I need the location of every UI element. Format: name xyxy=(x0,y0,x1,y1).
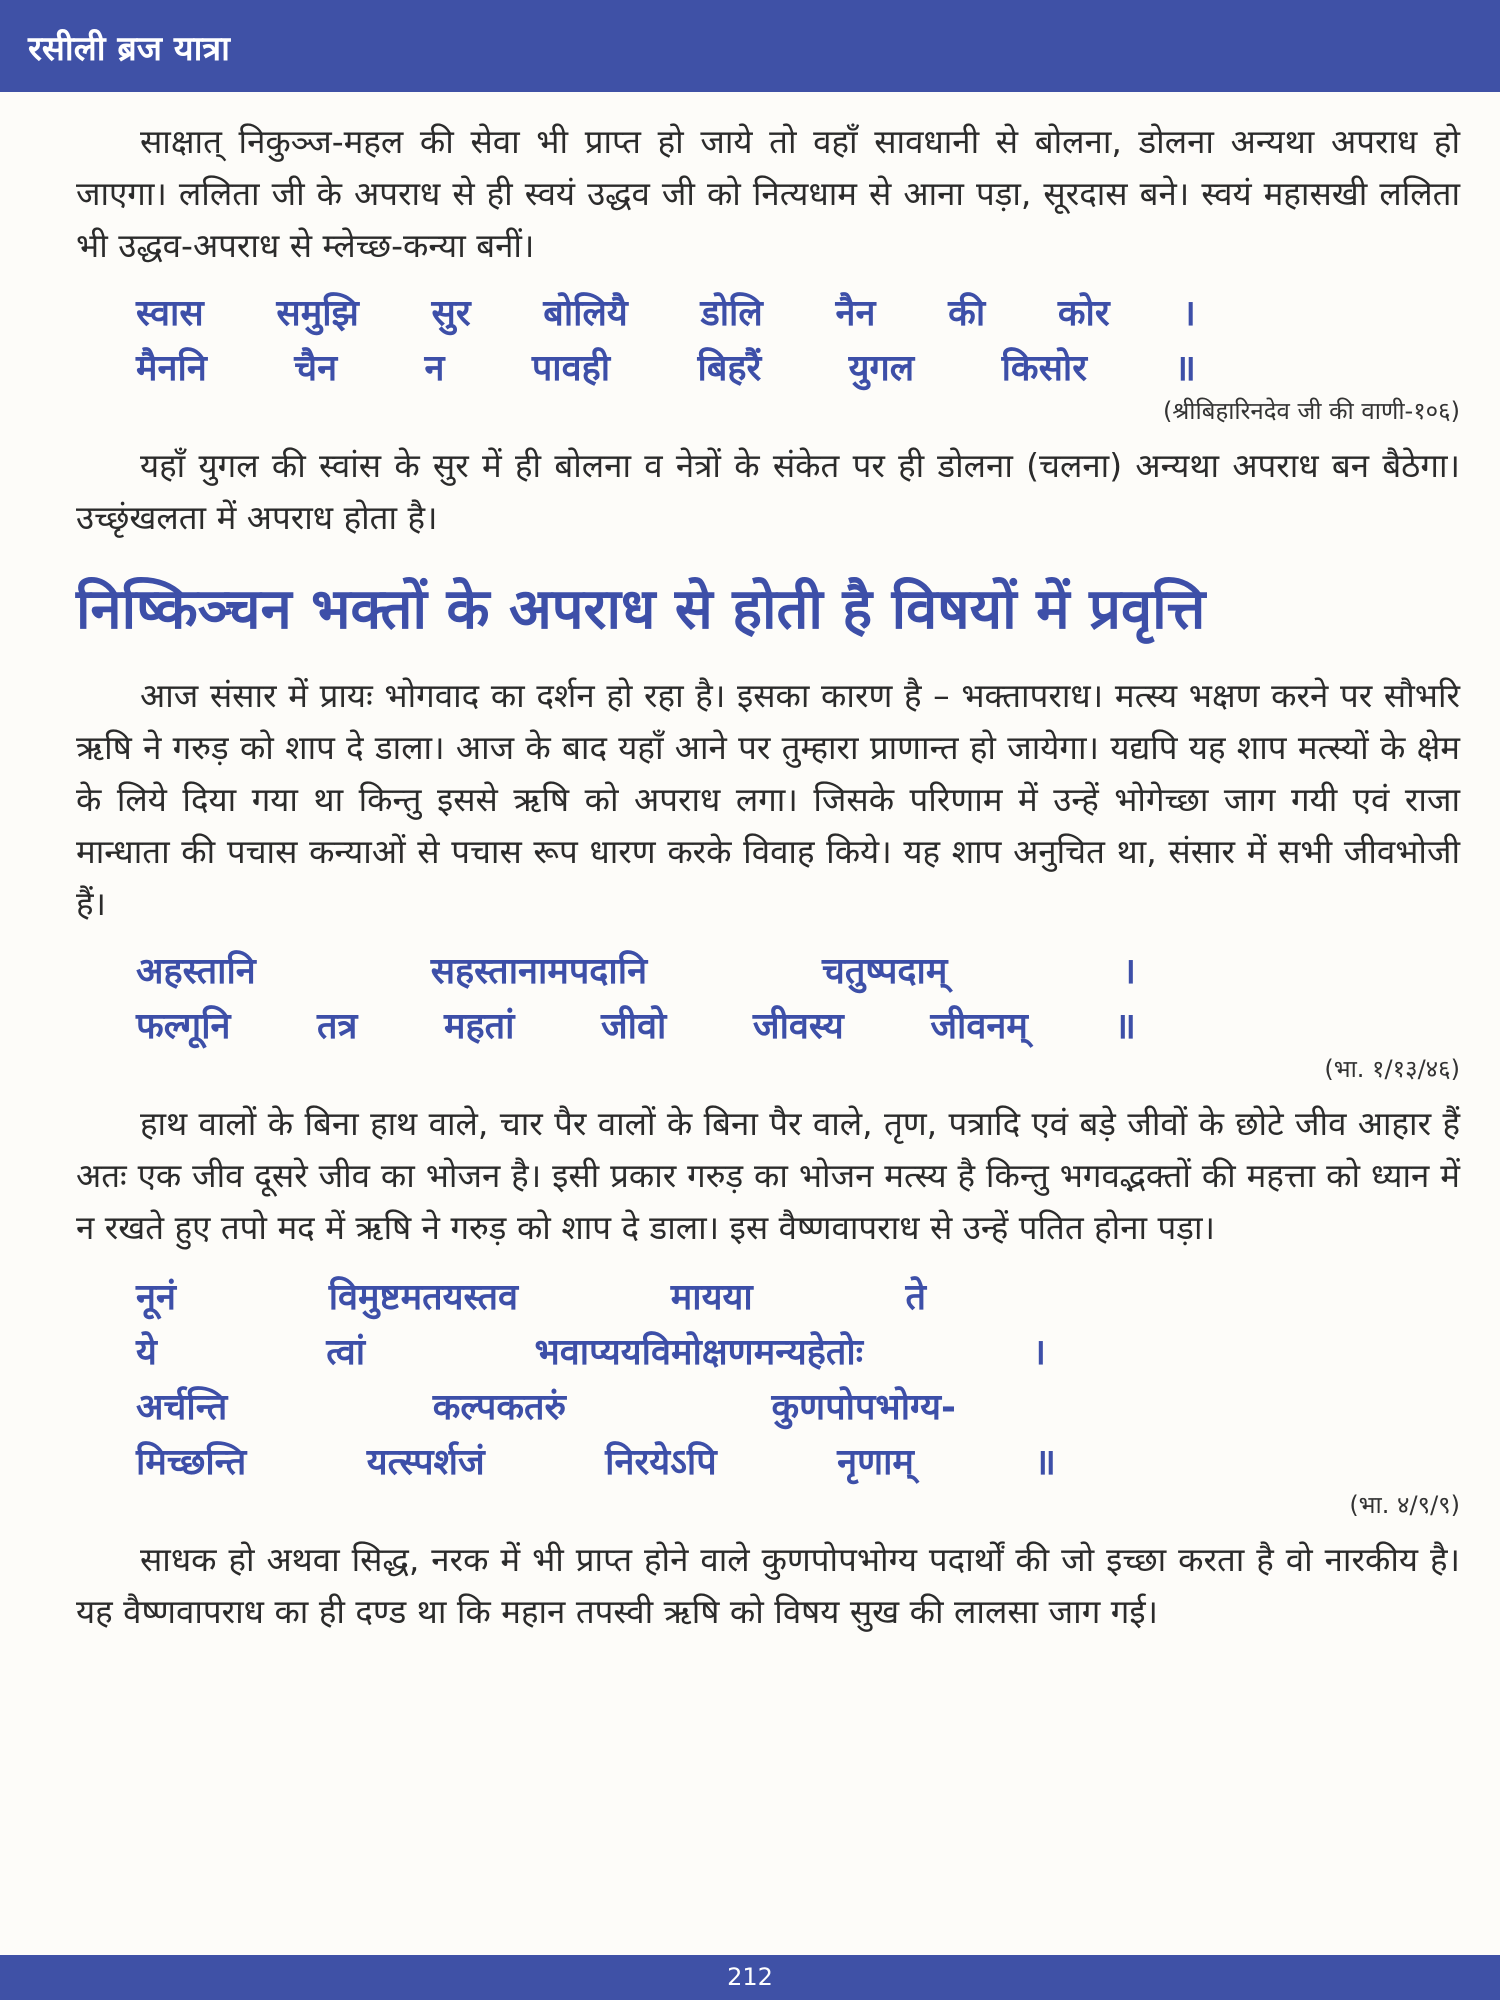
page-content xyxy=(76,100,1460,1638)
paragraph-5: साधक हो अथवा सिद्ध, नरक में भी प्राप्त होने वाले कुणपोपभोग्य पदार्थों की जो इच्छा करता है वो नारकीय है। यह वैष्णवापराध का ही दण्ड था कि महान तपस्वी ऋषि को विषय सुख की लालसा जाग गई। xyxy=(76,1540,1460,1631)
verse-word: नृणाम् xyxy=(837,1442,914,1483)
verse-word: कुणपोपभोग्य- xyxy=(771,1387,956,1428)
verse-2-line-2 xyxy=(136,999,1136,1054)
verse-word: भवाप्ययविमोक्षणमन्यहेतोः xyxy=(534,1332,863,1373)
verse-word: ते xyxy=(905,1277,926,1318)
verse-word: अहस्तानि xyxy=(136,951,256,992)
verse-3-reference: (भा. ४/९/९) xyxy=(1349,1491,1460,1519)
verse-word: चैन xyxy=(294,348,338,389)
verse-word: कोर xyxy=(1057,293,1110,334)
verse-2-line-1 xyxy=(136,944,1136,999)
verse-word: महतां xyxy=(443,1006,515,1047)
verse-word: सुर xyxy=(431,293,471,334)
verse-word: मायया xyxy=(670,1277,753,1318)
verse-3-line-1 xyxy=(136,1270,926,1325)
verse-word: तत्र xyxy=(317,1006,358,1047)
verse-word: की xyxy=(948,293,986,334)
verse-word: बिहरैं xyxy=(697,348,762,389)
paragraph-1: साक्षात् निकुञ्ज-महल की सेवा भी प्राप्त हो जाये तो वहाँ सावधानी से बोलना, डोलना अन्यथा अपराध हो जाएगा। ललिता जी के अपराध से ही स्वयं उद्धव जी को नित्यधाम से आना पड़ा, सूरदास बने। स्वयं महासखी ललिता भी उद्धव-अपराध से म्लेच्छ-कन्या बनीं। xyxy=(76,122,1460,265)
paragraph-4: हाथ वालों के बिना हाथ वाले, चार पैर वालों के बिना पैर वाले, तृण, पत्रादि एवं बड़े जीवों के छोटे जीव आहार हैं अतः एक जीव दूसरे जीव का भोजन है। इसी प्रकार गरुड़ का भोजन मत्स्य है किन्तु भगवद्भक्तों की महत्ता को ध्यान में न रखते हुए तपो मद में ऋषि ने गरुड़ को शाप दे डाला। इस वैष्णवापराध से उन्हें पतित होना पड़ा। xyxy=(76,1104,1460,1247)
verse-word: निरयेऽपि xyxy=(605,1442,717,1483)
verse-2 xyxy=(76,944,1460,1054)
verse-1-line-2 xyxy=(136,341,1196,396)
verse-1-line-1 xyxy=(136,286,1196,341)
verse-word: । xyxy=(1032,1332,1046,1373)
verse-word: मिच्छन्ति xyxy=(136,1442,247,1483)
verse-word: जीवनम् xyxy=(930,1006,1028,1047)
verse-word: न xyxy=(424,348,445,389)
verse-word: किसोर xyxy=(1001,348,1087,389)
verse-1-reference: (श्रीबिहारिनदेव जी की वाणी-१०६) xyxy=(1162,397,1460,425)
verse-word: जीवो xyxy=(600,1006,667,1047)
verse-word: मैननि xyxy=(136,348,207,389)
verse-3-line-3 xyxy=(136,1380,956,1435)
verse-word: ये xyxy=(136,1332,157,1373)
verse-word: अर्चन्ति xyxy=(136,1387,228,1428)
verse-word: त्वां xyxy=(326,1332,366,1373)
page-header xyxy=(0,0,1500,92)
verse-word: डोलि xyxy=(700,293,763,334)
verse-word: ॥ xyxy=(1034,1442,1056,1483)
verse-word: बोलियै xyxy=(543,293,628,334)
verse-word: । xyxy=(1122,951,1136,992)
verse-3 xyxy=(76,1270,1460,1490)
verse-word: फल्गूनि xyxy=(136,1006,231,1047)
verse-word: स्वास xyxy=(136,293,204,334)
verse-word: कल्पकतरुं xyxy=(432,1387,567,1428)
verse-2-reference: (भा. १/१३/४६) xyxy=(1324,1055,1460,1083)
verse-word: समुझि xyxy=(276,293,359,334)
verse-3-line-2 xyxy=(136,1325,1046,1380)
verse-word: सहस्तानामपदानि xyxy=(430,951,648,992)
verse-3-line-4 xyxy=(136,1435,1056,1490)
verse-word: चतुष्पदाम् xyxy=(821,951,948,992)
verse-word: ॥ xyxy=(1114,1006,1136,1047)
verse-word: ॥ xyxy=(1174,348,1196,389)
page-footer xyxy=(0,1955,1500,2000)
section-heading: निष्किञ्चन भक्तों के अपराध से होती है विषयों में प्रवृत्ति xyxy=(76,577,1206,642)
verse-word: पावही xyxy=(531,348,611,389)
verse-word: नूनं xyxy=(136,1277,176,1318)
verse-word: यत्स्पर्शजं xyxy=(366,1442,485,1483)
page-number: 212 xyxy=(727,1963,773,1991)
paragraph-2: यहाँ युगल की स्वांस के सुर में ही बोलना व नेत्रों के संकेत पर ही डोलना (चलना) अन्यथा अपराध बन बैठेगा। उच्छृंखलता में अपराध होता है। xyxy=(76,446,1460,537)
verse-word: जीवस्य xyxy=(752,1006,844,1047)
verse-word: । xyxy=(1182,293,1196,334)
verse-word: विमुष्टमतयस्तव xyxy=(328,1277,519,1318)
verse-word: नैन xyxy=(835,293,876,334)
verse-1 xyxy=(76,286,1460,396)
book-title: रसीली ब्रज यात्रा xyxy=(28,29,230,69)
paragraph-3: आज संसार में प्रायः भोगवाद का दर्शन हो रहा है। इसका कारण है – भक्तापराध। मत्स्य भक्षण करने पर सौभरि ऋषि ने गरुड़ को शाप दे डाला। आज के बाद यहाँ आने पर तुम्हारा प्राणान्त हो जायेगा। यद्यपि यह शाप मत्स्यों के क्षेम के लिये दिया गया था किन्तु इससे ऋषि को अपराध लगा। जिसके परिणाम में उन्हें भोगेच्छा जाग गयी एवं राजा मान्धाता की पचास कन्याओं से पचास रूप धारण करके विवाह किये। यह शाप अनुचित था, संसार में सभी जीवभोजी हैं। xyxy=(76,676,1460,923)
verse-word: युगल xyxy=(848,348,915,389)
